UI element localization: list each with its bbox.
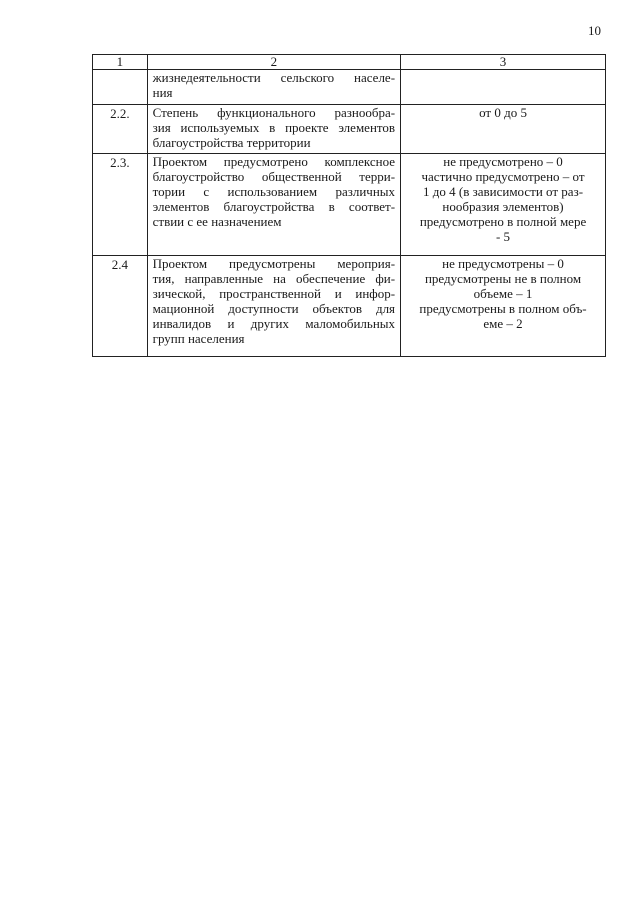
description-line: тия, направленные на обеспечение фи- [152, 271, 396, 286]
row-number: 2.4 [111, 257, 128, 272]
score-line: предусмотрены в полном объ- [419, 301, 587, 316]
row-number: 2.3. [110, 155, 130, 170]
description-line: зия используемых в проекте элементов [152, 120, 396, 135]
column-header-1: 1 [93, 55, 148, 70]
description-line: мационной доступности объектов для [152, 301, 396, 316]
score-line: предусмотрено в полной мере [419, 214, 587, 229]
description-line: ния [152, 85, 173, 100]
description-line: инвалидов и других маломобильных [152, 316, 396, 331]
table-row [93, 256, 606, 357]
description-line: благоустройство общественной терри- [152, 169, 396, 184]
description-line: элементов благоустройства в соответ- [152, 199, 396, 214]
row-number-cell [93, 70, 148, 105]
score-line: объеме – 1 [473, 286, 533, 301]
column-header-2: 2 [147, 55, 400, 70]
row-number-cell [93, 256, 148, 357]
description-line: Проектом предусмотрены мероприя- [152, 256, 396, 271]
score-line: 1 до 4 (в зависимости от раз- [423, 184, 584, 199]
score-line: частично предусмотрено – от [421, 169, 585, 184]
description-cell [147, 256, 400, 357]
row-number-cell [93, 154, 148, 256]
row-number-cell [93, 105, 148, 154]
score-line: - 5 [495, 229, 511, 244]
description-line: Степень функционального разнообра- [152, 105, 396, 120]
description-line: тории с использованием различных [152, 184, 396, 199]
row-number [98, 70, 142, 71]
score-line: не предусмотрено – 0 [443, 154, 563, 169]
page-number: 10 [588, 23, 601, 38]
description-cell [147, 154, 400, 256]
score-cell [401, 70, 606, 105]
table-row [93, 154, 606, 256]
score-line: не предусмотрены – 0 [442, 256, 564, 271]
description-line: групп населения [152, 331, 245, 346]
score-line: еме – 2 [483, 316, 523, 331]
description-cell [147, 70, 400, 105]
description-line: зической, пространственной и инфор- [152, 286, 396, 301]
description-line: Проектом предусмотрено комплексное [152, 154, 396, 169]
score-cell [401, 256, 606, 357]
table-row [93, 70, 606, 105]
score-line: нообразия элементов) [442, 199, 564, 214]
table-row [93, 105, 606, 154]
score-line: предусмотрены не в полном [424, 271, 582, 286]
row-number: 2.2. [110, 106, 130, 121]
description-line: благоустройства территории [152, 135, 311, 150]
criteria-table [92, 54, 606, 357]
score-line: от 0 до 5 [479, 105, 527, 120]
description-cell [147, 105, 400, 154]
table-header-row [93, 55, 606, 70]
score-cell [401, 154, 606, 256]
score-cell [401, 105, 606, 154]
column-header-3: 3 [401, 55, 606, 70]
description-line: жизнедеятельности сельского населе- [152, 70, 396, 85]
description-line: ствии с ее назначением [152, 214, 282, 229]
